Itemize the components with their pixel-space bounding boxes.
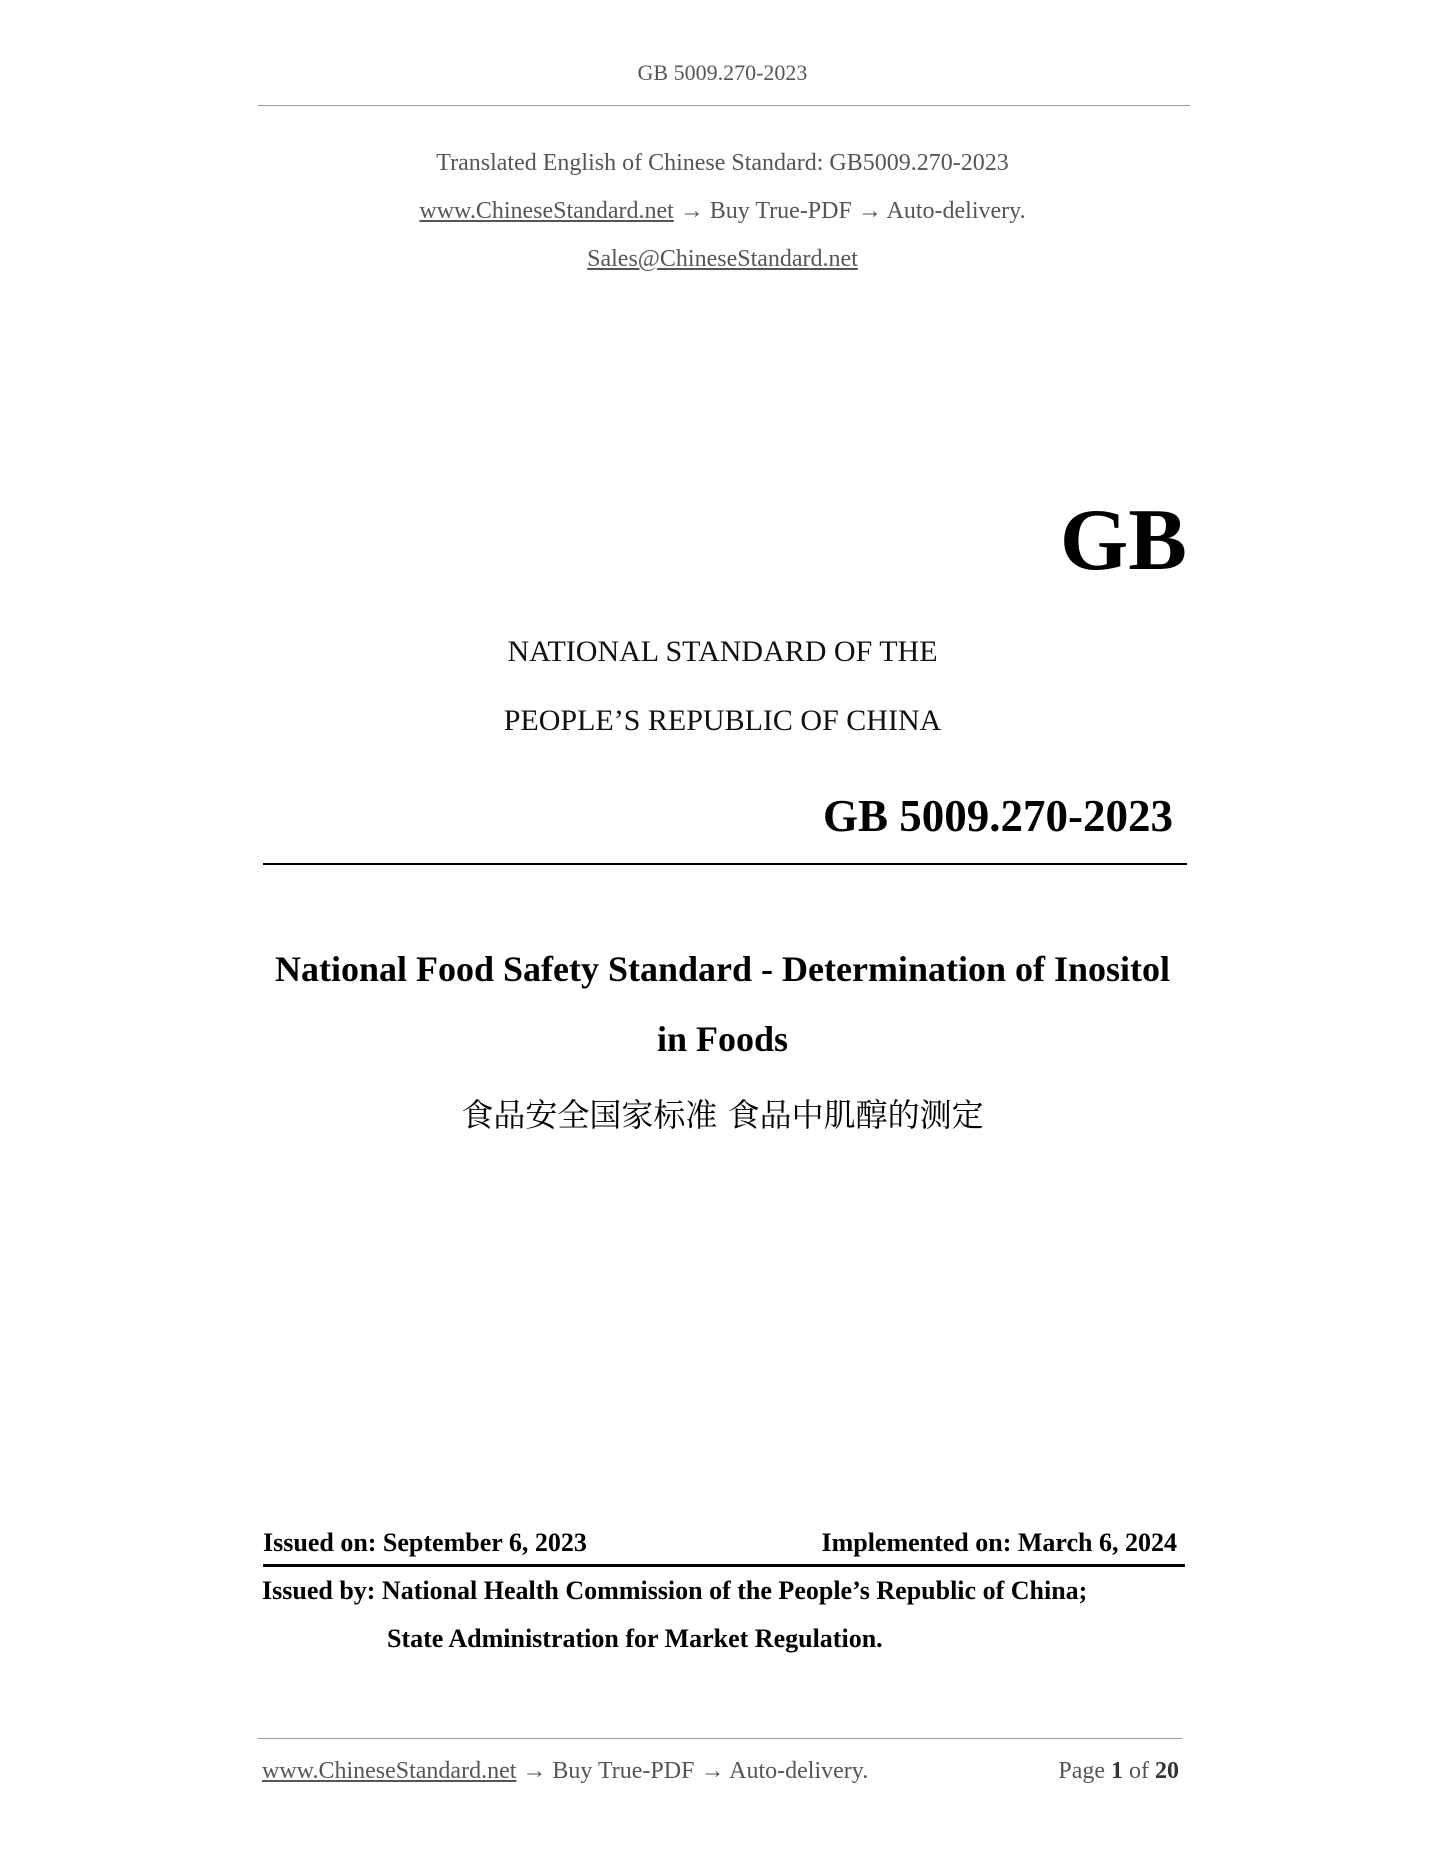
- issued-by-line2: State Administration for Market Regulation.: [387, 1624, 883, 1653]
- footer-delivery-text: Auto-delivery.: [729, 1758, 869, 1784]
- dates-rule: [263, 1564, 1185, 1567]
- running-header: GB 5009.270-2023: [637, 60, 808, 85]
- buy-true-pdf-text: Buy True-PDF: [709, 198, 852, 224]
- page-of: of: [1129, 1758, 1149, 1784]
- title-en-line1: National Food Safety Standard - Determination of Inositol: [274, 949, 1170, 989]
- title-zh: 食品安全国家标准 食品中肌醇的测定: [461, 1096, 984, 1134]
- translated-label: Translated English of Chinese Standard: GB5009.270-2023: [436, 150, 1009, 176]
- national-standard-line2: PEOPLE’S REPUBLIC OF CHINA: [503, 704, 942, 737]
- page-label: Page: [1058, 1758, 1105, 1784]
- footer-buy-text: Buy True-PDF: [552, 1758, 695, 1784]
- arrow-right-icon: →: [700, 1758, 725, 1784]
- issued-on: Issued on: September 6, 2023: [263, 1528, 587, 1557]
- header-divider: [258, 105, 1190, 106]
- arrow-right-icon: →: [679, 198, 704, 224]
- footer-divider: [258, 1738, 1182, 1739]
- sales-email-link[interactable]: Sales@ChineseStandard.net: [587, 246, 858, 272]
- issued-by-line1: Issued by: National Health Commission of the People’s Republic of China;: [262, 1576, 1088, 1605]
- gb-mark: GB: [1059, 492, 1187, 589]
- title-en-line2: in Foods: [656, 1019, 789, 1059]
- standard-number: GB 5009.270-2023: [822, 791, 1173, 841]
- sales-line: [0, 246, 1445, 273]
- footer-promo: [262, 1758, 868, 1785]
- arrow-right-icon: →: [857, 198, 882, 224]
- page-current: 1: [1111, 1758, 1123, 1784]
- page-total: 20: [1155, 1758, 1179, 1784]
- page-indicator: [1058, 1758, 1179, 1785]
- auto-delivery-text: Auto-delivery.: [886, 198, 1026, 224]
- standard-number-rule: [263, 863, 1187, 865]
- national-standard-line1: NATIONAL STANDARD OF THE: [507, 635, 938, 668]
- promo-line: [0, 198, 1445, 225]
- site-link[interactable]: www.ChineseStandard.net: [419, 198, 674, 224]
- arrow-right-icon: →: [522, 1758, 547, 1784]
- implemented-on: Implemented on: March 6, 2024: [821, 1528, 1177, 1557]
- footer-site-link[interactable]: www.ChineseStandard.net: [262, 1758, 517, 1784]
